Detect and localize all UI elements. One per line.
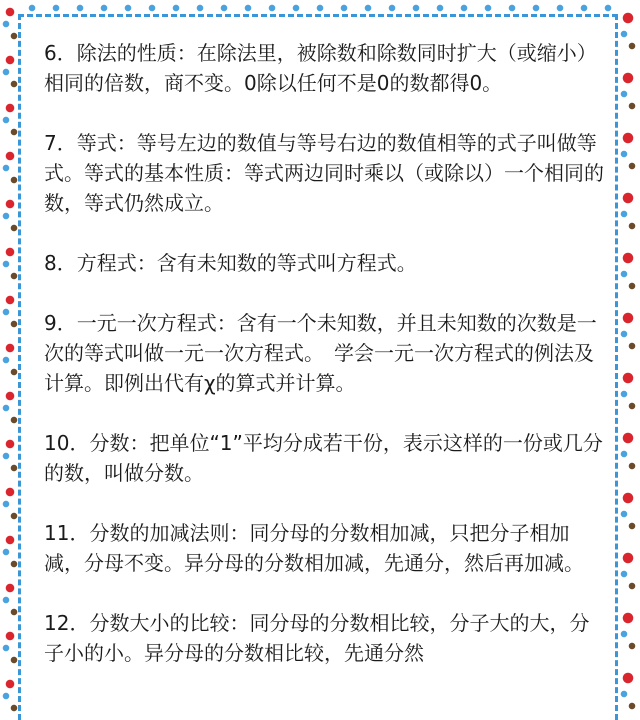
paragraph-8-equation-formula: 8．方程式：含有未知数的等式叫方程式。 (44, 251, 417, 275)
paragraph-6-division-property: 6．除法的性质：在除法里，被除数和除数同时扩大（或缩小）相同的倍数，商不变。0除以任何不是0的数都得0。 (44, 41, 597, 95)
decorative-border-left (0, 0, 20, 720)
decorative-wave-left (18, 14, 21, 720)
decorative-wave-top (18, 14, 618, 17)
paragraph-9-linear-equation: 9．一元一次方程式：含有一个未知数，并且未知数的次数是一次的等式叫做一元一次方程式。 学会一元一次方程式的例法及计算。即例出代有χ的算式并计算。 (44, 311, 597, 395)
paragraph-12-fraction-compare: 12．分数大小的比较：同分母的分数相比较，分子大的大，分子小的小。异分母的分数相比较，先通分然 (44, 611, 590, 665)
document-body (44, 38, 604, 668)
decorative-wave-right (615, 14, 618, 720)
paragraph-10-fraction: 10．分数：把单位“1”平均分成若干份，表示这样的一份或几分的数，叫做分数。 (44, 431, 603, 485)
paragraph-11-fraction-add-subtract: 11．分数的加减法则：同分母的分数相加减，只把分子相加减，分母不变。异分母的分数相加减，先通分，然后再加减。 (44, 521, 584, 575)
paragraph-7-equation: 7．等式：等号左边的数值与等号右边的数值相等的式子叫做等式。等式的基本性质：等式两边同时乘以（或除以）一个相同的数，等式仍然成立。 (44, 131, 604, 215)
